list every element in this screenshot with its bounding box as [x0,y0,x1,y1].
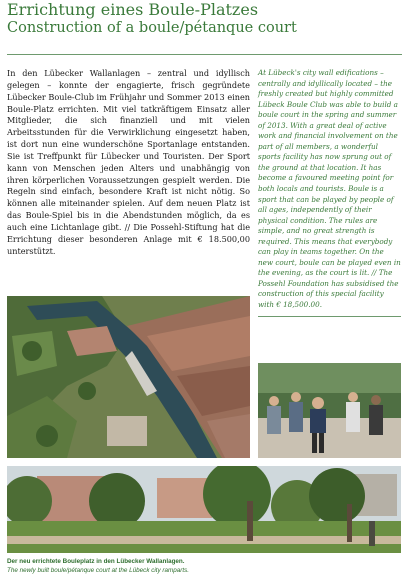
court-panorama-photo [7,466,401,553]
page-subtitle: Construction of a boule/pétanque court [7,20,297,36]
photo-caption-english: The newly built boule/pétanque court at the Lübeck city ramparts. [7,567,190,574]
body-text-english: At Lübeck's city wall edifications – centrally and idyllically located – the freshly created but highly committed Lübeck Boule Club was able to build a boule court in the spring and summer of 2013. With a great deal of active work and financial involvement on the part of all members, a wonderful sports facility has now sprung out of the ground at that location. It has become a favoured meeting point for both locals and tourists. Boule is a sport that can be played by people of all ages, independently of their physical condition. The rules are simple, and no great strength is required. This means that everybody can play in teams together. On the new court, boule can be played even in the evening, as the court is lit. // The Possehl Foundation has subsidised the construction of this special facility with € 18,500.00. [258,68,401,310]
page-title: Errichtung eines Boule-Platzes [7,0,259,19]
boule-players-photo [258,363,401,458]
photo-caption-german: Der neu errichtete Bouleplatz in den Lübecker Wallanlagen. [7,558,185,565]
top-rule [7,54,402,55]
aerial-city-photo [7,296,250,458]
text-bottom-rule [258,316,401,317]
body-text-german: In den Lübecker Wallanlagen – zentral und idyllisch gelegen – konnte der engagierte, frisch gegründete Lübecker Boule-Club im Frühjahr und Sommer 2013 einen Boule-Platz errichten. Mit viel tatkräftigem Einsatz aller Mitglieder, die sich finanziell und mit vielen Arbeitsstunden für die Verwirklichung eingesetzt haben, ist dort nun eine wunderschöne Sportanlage entstanden. Sie ist Treffpunkt für Lübecker und Touristen. Der Sport kann von Menschen jeden Alters und unabhängig von ihren körperlichen Voraussetzungen gespielt werden. Die Regeln sind einfach, besondere Kraft ist nicht nötig. So können alle miteinander spielen. Auf dem neuen Platz ist das Boule-Spiel bis in die Abendstunden möglich, da es auch eine Lichtanlage gibt. // Die Possehl-Stiftung hat die Errichtung dieser besonderen Anlage mit € 18.500,00 unterstützt. [7,68,250,256]
